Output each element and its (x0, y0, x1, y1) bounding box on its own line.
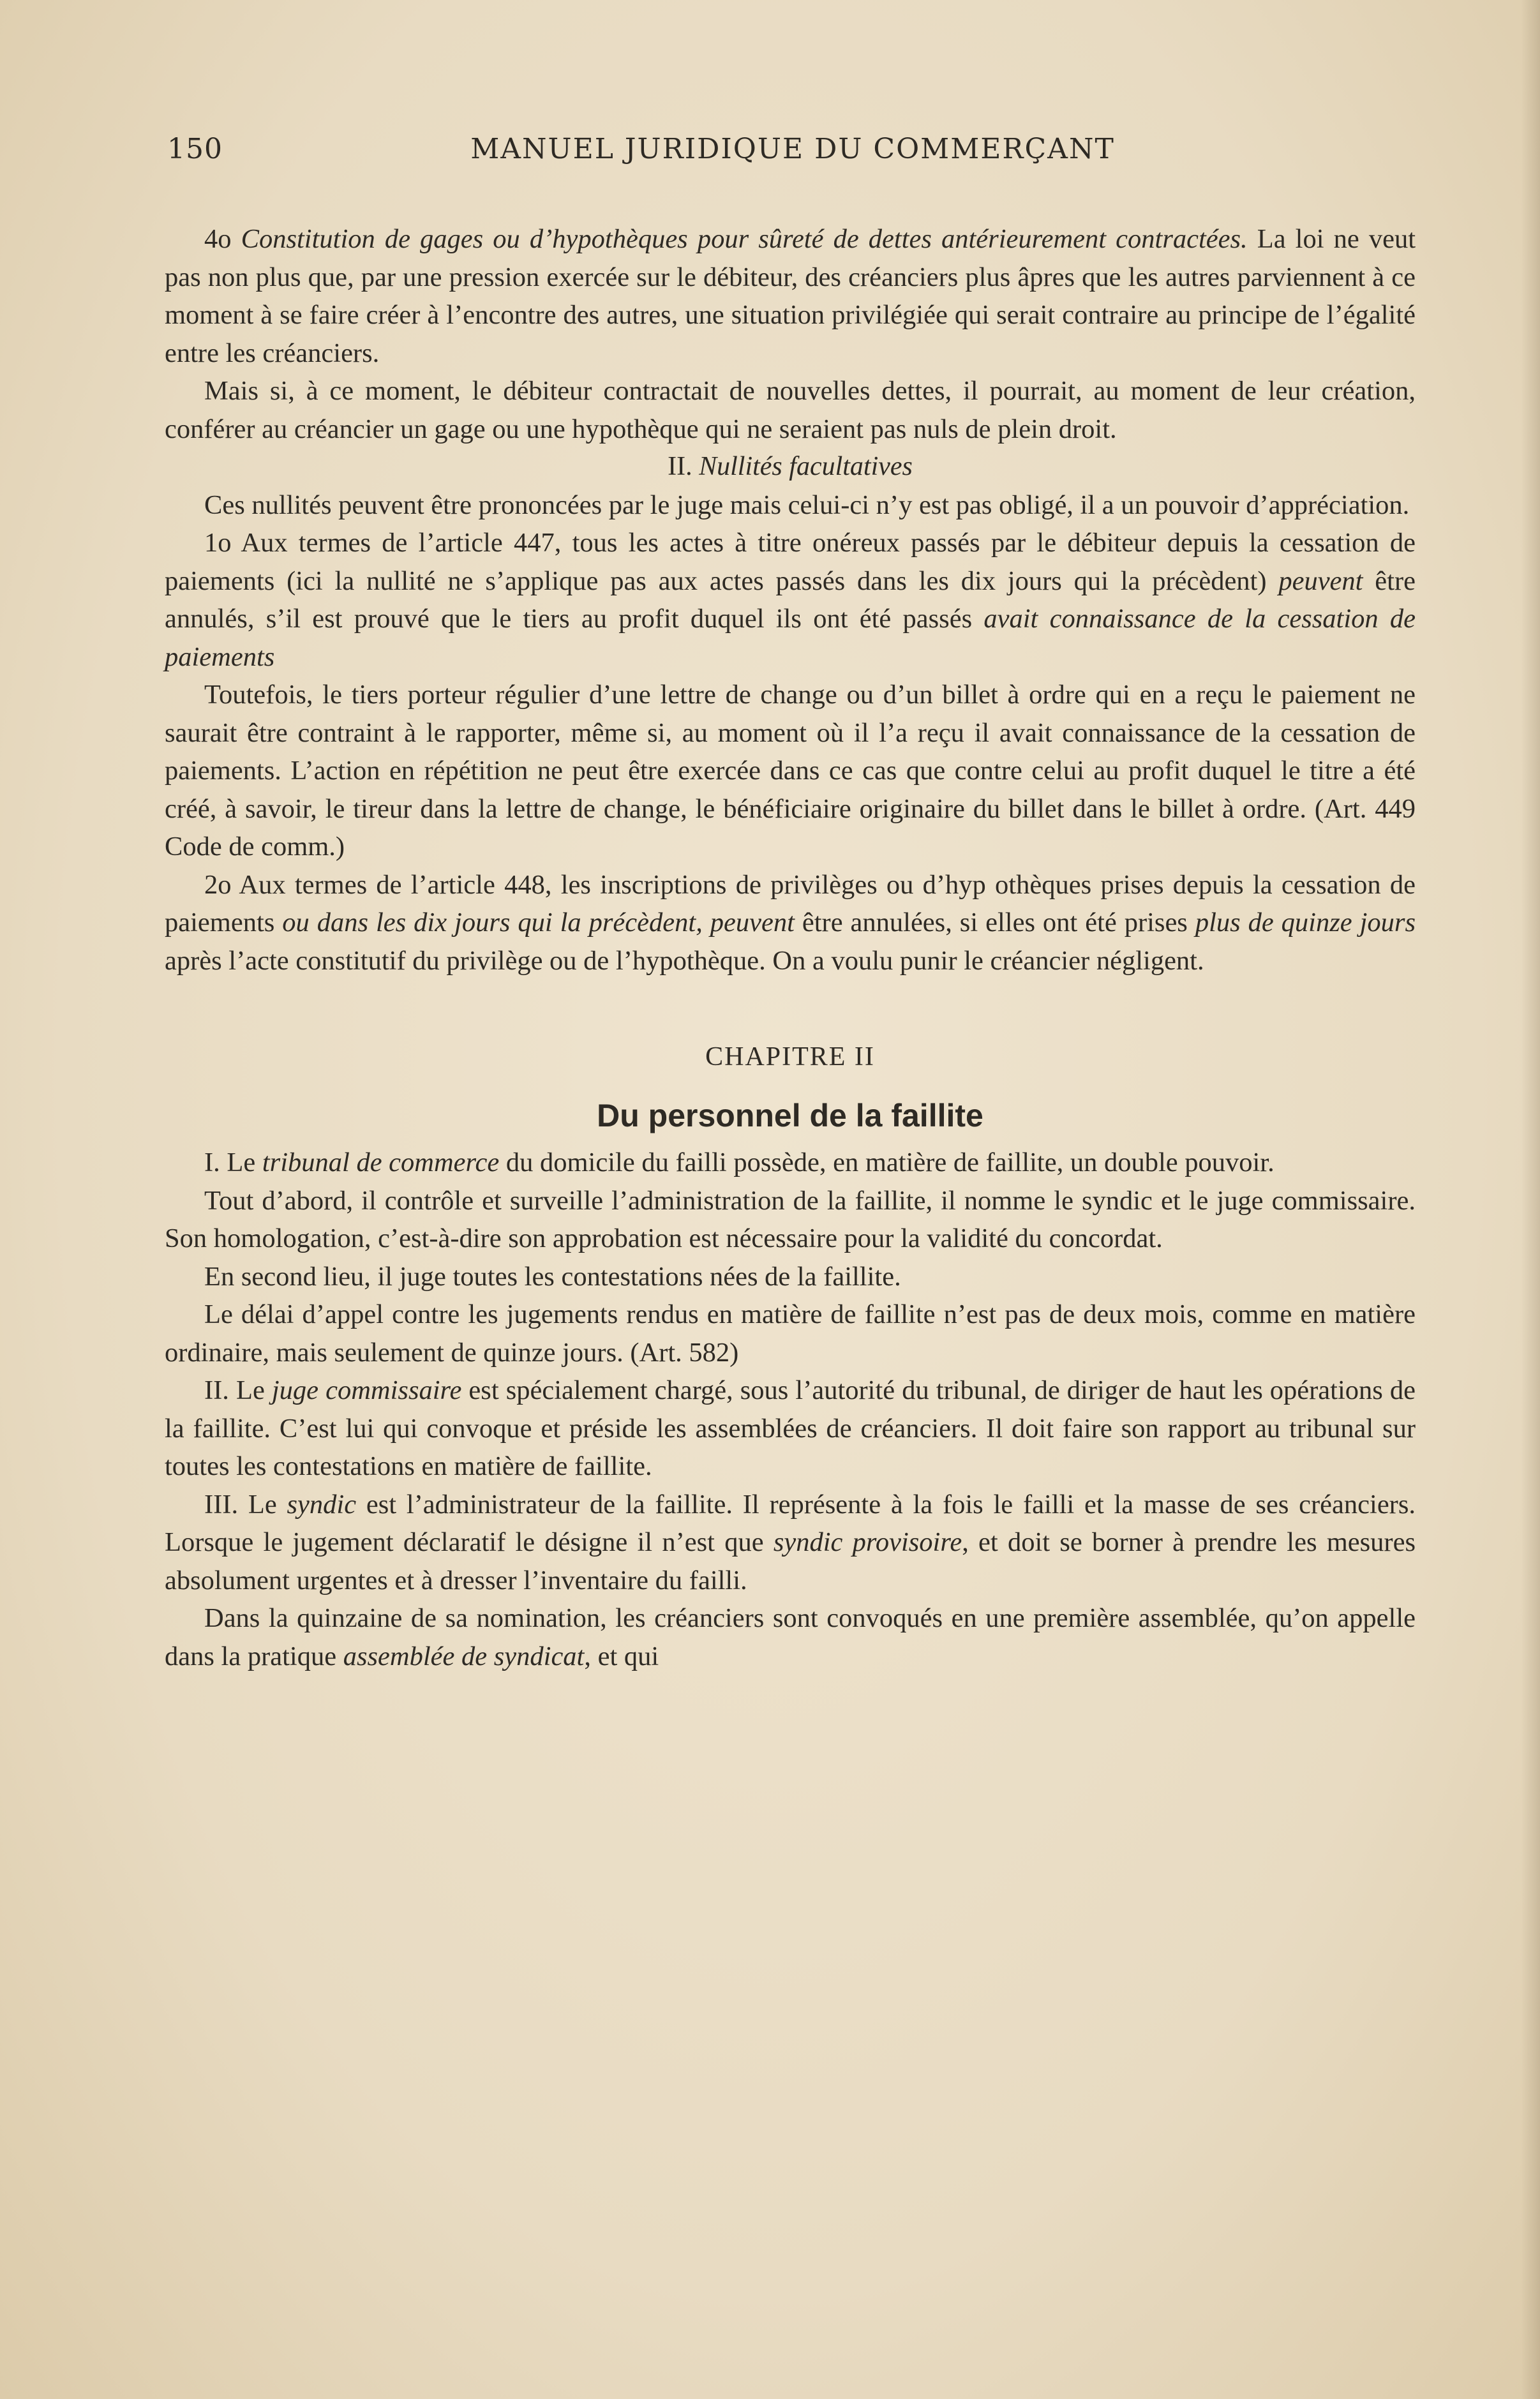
paragraph: 4o Constitution de gages ou d’hypothèques pour sûreté de dettes antérieurement contractées. La loi ne veut pas non plus que, par une pression exercée sur le débiteur, des créanciers plus âpres que les autres parviennent à ce moment à se faire créer à l’encontre des autres, une situation privilégiée qui serait contraire au principe de l’égalité entre les créanciers. (165, 224, 1416, 368)
page-body (165, 220, 1416, 1675)
paragraph: 2o Aux termes de l’article 448, les inscriptions de privilèges ou d’hyp othèques prises depuis la cessation de paiements ou dans les dix jours qui la précèdent, peuvent être annulées, si elles ont été prises plus de quinze jours après l’acte constitutif du privilège ou de l’hypothèque. On a voulu punir le créancier négligent. (165, 869, 1416, 976)
paragraph: En second lieu, il juge toutes les contestations nées de la faillite. (204, 1261, 901, 1292)
chapter-label: CHAPITRE II (705, 1042, 875, 1072)
paragraph: Mais si, à ce moment, le débiteur contractait de nouvelles dettes, il pourrait, au moment de leur création, conférer au créancier un gage ou une hypothèque qui ne seraient pas nuls de plein droit. (165, 376, 1416, 444)
running-title: MANUEL JURIDIQUE DU COMMERÇANT (470, 133, 1115, 165)
section-heading: II. Nullités facultatives (668, 452, 913, 481)
italic-heading: Constitution de gages ou d’hypothèques pour sûreté de dettes antérieurement contractées. (241, 224, 1248, 254)
paragraph: Toutefois, le tiers porteur régulier d’une lettre de change ou d’un billet à ordre qui en a reçu le paiement ne saurait être contraint à le rapporter, même si, au moment où il l’a reçu il avait connaissance de la cessation de paiements. L’action en répétition ne peut être exercée dans ce cas que contre celui au profit duquel le titre a été créé, à savoir, le tireur dans la lettre de change, le bénéficiaire originaire du billet dans le billet à ordre. (Art. 449 Code de comm.) (165, 680, 1416, 862)
paragraph: I. Le tribunal de commerce du domicile du failli possède, en matière de faillite, un double pouvoir. (204, 1147, 1275, 1177)
paragraph: II. Le juge commissaire est spécialement chargé, sous l’autorité du tribunal, de diriger de haut les opérations de la faillite. C’est lui qui convoque et préside les assemblées de créanciers. Il doit faire son rapport au tribunal sur toutes les contestations en matière de faillite. (165, 1375, 1416, 1481)
chapter-title: Du personnel de la faillite (597, 1097, 983, 1133)
paragraph: Dans la quinzaine de sa nomination, les créanciers sont convoqués en une première assemblée, qu’on appelle dans la pratique assemblée de syndicat, et qui (165, 1603, 1416, 1671)
paragraph: Ces nullités peuvent être prononcées par le juge mais celui-ci n’y est pas obligé, il a un pouvoir d’appréciation. (204, 490, 1410, 520)
paragraph: III. Le syndic est l’administrateur de la faillite. Il représente à la fois le failli et la masse de ses créanciers. Lorsque le jugement déclaratif le désigne il n’est que syndic provisoire, et doit se borner à prendre les mesures absolument urgentes et à dresser l’inventaire du failli. (165, 1489, 1416, 1596)
page-number: 150 (167, 133, 223, 165)
paragraph: Le délai d’appel contre les jugements rendus en matière de faillite n’est pas de deux mois, comme en matière ordinaire, mais seulement de quinze jours. (Art. 582) (165, 1299, 1416, 1368)
paragraph: 1o Aux termes de l’article 447, tous les actes à titre onéreux passés par le débiteur depuis la cessation de paiements (ici la nullité ne s’applique pas aux actes passés dans les dix jours qui la précèdent) peuvent être annulés, s’il est prouvé que le tiers au profit duquel ils ont été passés avait connaissance de la cessation de paiements (165, 528, 1416, 672)
paragraph: Tout d’abord, il contrôle et surveille l’administration de la faillite, il nomme le syndic et le juge commissaire. Son homologation, c’est-à-dire son approbation est nécessaire pour la validité du concordat. (165, 1185, 1416, 1253)
page-edge-shadow (1521, 0, 1540, 2399)
page-header (167, 133, 1418, 177)
